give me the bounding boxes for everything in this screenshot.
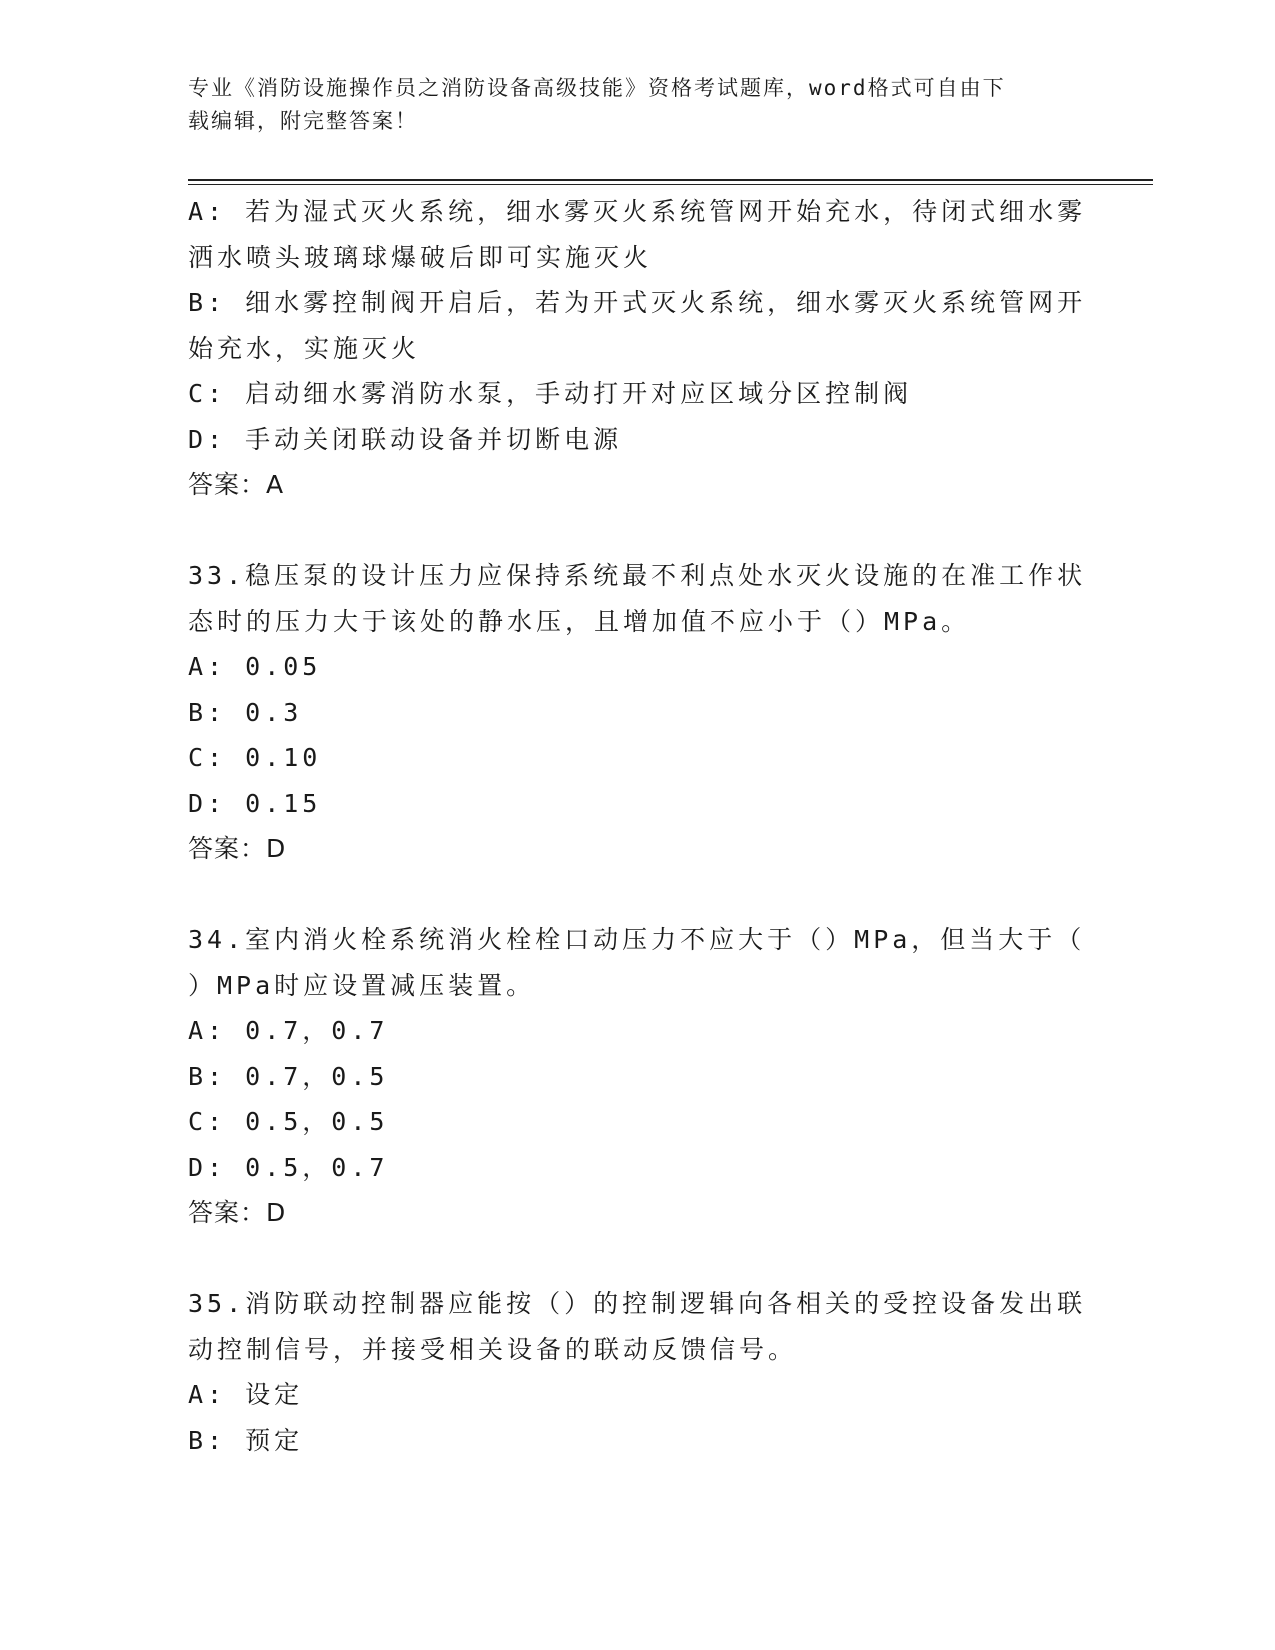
question-32 (188, 189, 1087, 508)
spacer (188, 508, 1068, 554)
question-stem-line-1: 33.稳压泵的设计压力应保持系统最不利点处水灭火设施的在准工作状 (188, 561, 1087, 590)
header-line-1: 专业《消防设施操作员之消防设备高级技能》资格考试题库，word格式可自由下 (188, 76, 1006, 100)
option-d: D: 手动关闭联动设备并切断电源 (188, 424, 623, 454)
option-a-line-1: A: 若为湿式灭火系统，细水雾灭火系统管网开始充水，待闭式细水雾 (188, 197, 1087, 226)
option-d: D: 0.5，0.7 (188, 1152, 389, 1182)
spacer (188, 1236, 1068, 1282)
option-d: D: 0.15 (188, 788, 322, 818)
question-stem-line-1: 35.消防联动控制器应能按（）的控制逻辑向各相关的受控设备发出联 (188, 1289, 1087, 1318)
option-a: A: 0.7，0.7 (188, 1016, 389, 1045)
question-34 (188, 917, 1086, 1236)
question-stem-line-1: 34.室内消火栓系统消火栓栓口动压力不应大于（）MPa，但当大于（ (188, 925, 1086, 954)
question-stem-line-2: 动控制信号，并接受相关设备的联动反馈信号。 (188, 1334, 798, 1364)
answer: 答案：D (188, 834, 287, 863)
option-b: B: 0.7，0.5 (188, 1061, 389, 1091)
question-stem-line-2: 态时的压力大于该处的静水压，且增加值不应小于（）MPa。 (188, 606, 971, 636)
header-divider-thick (188, 179, 1153, 181)
option-b-line-1: B: 细水雾控制阀开启后，若为开式灭火系统，细水雾灭火系统管网开 (188, 288, 1087, 317)
question-list (188, 189, 1087, 1463)
option-c: C: 启动细水雾消防水泵，手动打开对应区域分区控制阀 (188, 379, 913, 408)
question-35 (188, 1281, 1087, 1463)
option-a-line-2: 洒水喷头玻璃球爆破后即可实施灭火 (188, 242, 653, 272)
option-b: B: 0.3 (188, 697, 303, 727)
option-a: A: 设定 (188, 1380, 304, 1409)
header-line-2: 载编辑，附完整答案！ (188, 109, 418, 133)
answer: 答案：A (188, 470, 285, 499)
question-33 (188, 553, 1087, 872)
option-b: B: 预定 (188, 1425, 304, 1455)
option-b-line-2: 始充水，实施灭火 (188, 333, 421, 363)
option-a: A: 0.05 (188, 652, 322, 681)
document-header (188, 72, 1068, 138)
question-stem-line-2: ）MPa时应设置减压装置。 (188, 970, 536, 1000)
answer: 答案：D (188, 1198, 287, 1227)
header-divider-thin (188, 184, 1153, 185)
option-c: C: 0.5，0.5 (188, 1107, 389, 1136)
option-c: C: 0.10 (188, 743, 322, 772)
spacer (188, 872, 1068, 918)
